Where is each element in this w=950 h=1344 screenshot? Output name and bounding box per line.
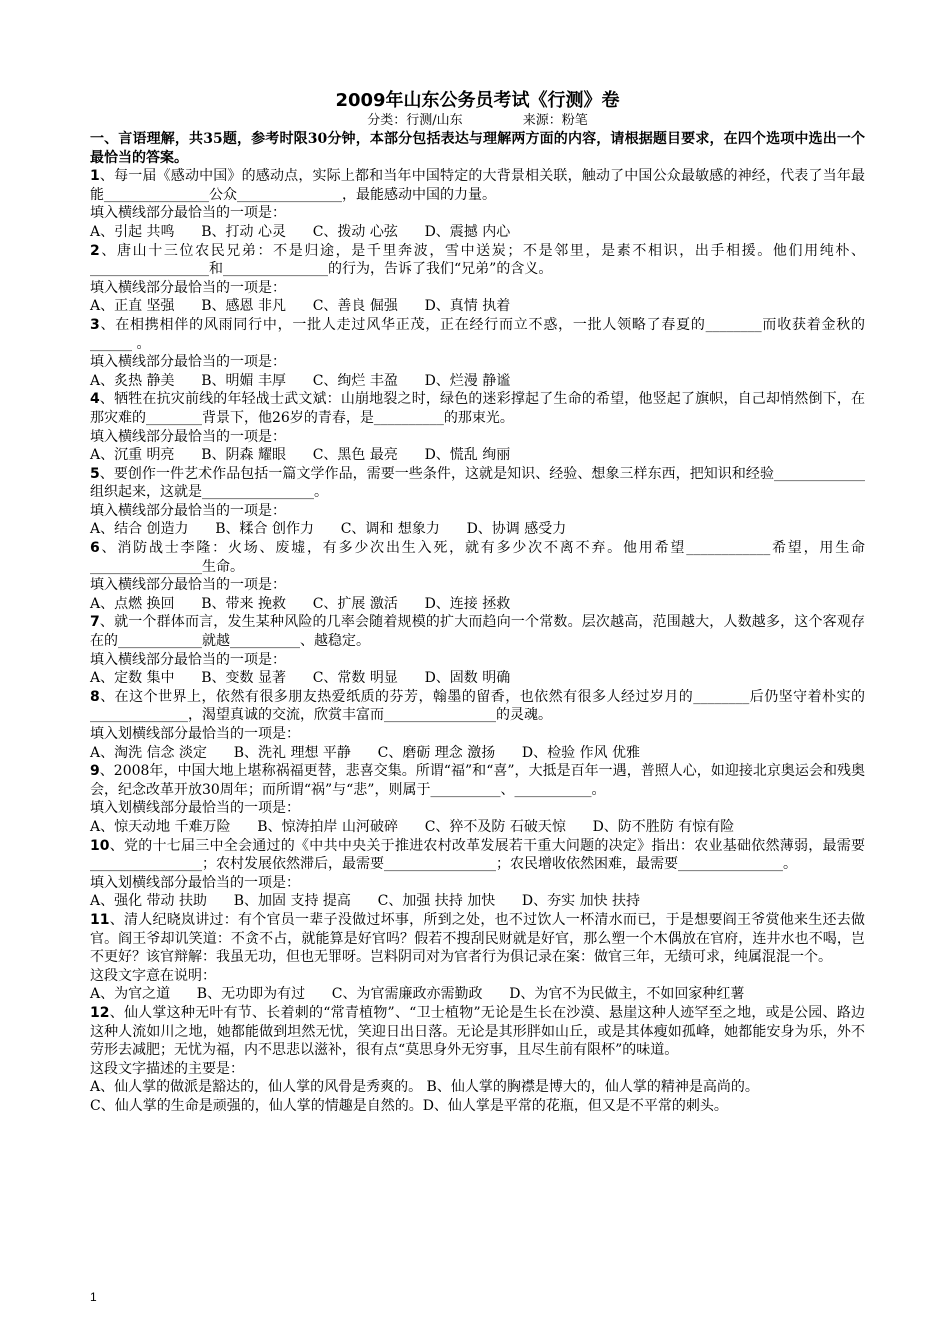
question-number: 3 xyxy=(90,316,100,333)
question-item xyxy=(90,465,865,539)
question-number: 6 xyxy=(90,540,100,557)
answer-options: A、定数 集中 B、变数 显著 C、常数 明显 D、固数 明确 xyxy=(90,670,511,687)
question-text: 、在这个世界上，依然有很多朋友热爱纸质的芬芳，翰墨的留香，也依然有很多人经过岁月的________后仍坚守着朴实的______________，渴望真诚的交流，欣赏丰富而________________的灵魂。 xyxy=(90,688,865,724)
question-prompt: 填入横线部分最恰当的一项是： xyxy=(90,651,286,668)
question-number: 7 xyxy=(90,614,100,631)
answer-options: A、引起 共鸣 B、打动 心灵 C、拨动 心弦 D、震撼 内心 xyxy=(90,223,511,240)
question-item xyxy=(90,1004,865,1116)
question-stem xyxy=(90,167,865,204)
answer-options: A、结合 创造力 B、糅合 创作力 C、调和 想象力 D、协调 感受力 xyxy=(90,521,567,538)
question-number: 8 xyxy=(90,688,100,705)
question-item xyxy=(90,390,865,464)
answer-options: A、点燃 换回 B、带来 挽救 C、扩展 激活 D、连接 拯救 xyxy=(90,595,511,612)
question-stem xyxy=(90,242,865,279)
question-prompt: 填入横线部分最恰当的一项是： xyxy=(90,428,286,445)
question-stem xyxy=(90,613,865,650)
document-page xyxy=(90,90,865,1115)
question-stem xyxy=(90,465,865,502)
answer-options: A、正直 坚强 B、感恩 非凡 C、善良 倔强 D、真情 执着 xyxy=(90,298,511,315)
page-number: 1 xyxy=(90,1290,97,1304)
question-item xyxy=(90,316,865,390)
answer-options: C、仙人掌的生命是顽强的，仙人掌的情趣是自然的。D、仙人掌是平常的花瓶，但又是不平常的刺头。 xyxy=(90,1097,728,1114)
section-heading: 一、言语理解，共35题，参考时限30分钟，本部分包括表达与理解两方面的内容，请根据题目要求，在四个选项中选出一个最恰当的答案。 xyxy=(90,131,865,166)
answer-options: A、淘洗 信念 淡定 B、洗礼 理想 平静 C、磨砺 理念 激扬 D、检验 作风 优雅 xyxy=(90,744,641,761)
question-prompt: 填入横线部分最恰当的一项是： xyxy=(90,279,286,296)
question-stem xyxy=(90,1004,865,1060)
question-text: 、牺牲在抗灾前线的年轻战士武文斌：山崩地裂之时，绿色的迷彩撑起了生命的希望，他竖起了旗帜，自己却悄然倒下，在那灾难的________背景下，他26岁的青春，是__________的那束光。 xyxy=(90,391,865,426)
answer-options: A、沉重 明亮 B、阴森 耀眼 C、黑色 最亮 D、慌乱 绚丽 xyxy=(90,447,511,464)
question-number: 1 xyxy=(90,168,100,185)
question-text: 、2008年，中国大地上堪称祸福更替，悲喜交集。所谓“福”和“喜”，大抵是百年一遇，普照人心，如迎接北京奥运会和残奥会，纪念改革开放30周年；而所谓“祸”与“悲”，则属于__________、___________。 xyxy=(90,763,865,798)
question-stem xyxy=(90,911,865,967)
category-label: 分类：行测/山东 xyxy=(367,113,463,128)
answer-options: A、炙热 静美 B、明媚 丰厚 C、绚烂 丰盈 D、烂漫 静谧 xyxy=(90,372,511,389)
question-number: 4 xyxy=(90,391,100,408)
question-item xyxy=(90,167,865,241)
answer-options: A、仙人掌的做派是豁达的，仙人掌的风骨是秀爽的。 B、仙人掌的胸襟是博大的，仙人掌的精神是高尚的。 xyxy=(90,1079,759,1096)
question-list xyxy=(90,167,865,1115)
question-text: 、唐山十三位农民兄弟：不是归途，是千里奔波，雪中送炭；不是邻里，是素不相识，出手相援。他们用纯朴、_________________和_______________的行为，告诉了我们“兄弟”的含义。 xyxy=(90,242,865,278)
question-number: 5 xyxy=(90,465,100,482)
question-number: 12 xyxy=(90,1004,110,1021)
question-number: 2 xyxy=(90,242,100,259)
question-prompt: 填入划横线部分最恰当的一项是： xyxy=(90,874,300,891)
question-stem xyxy=(90,688,865,725)
question-stem xyxy=(90,837,865,874)
question-item xyxy=(90,762,865,836)
question-text: 、就一个群体而言，发生某种风险的几率会随着规模的扩大而趋向一个常数。层次越高，范围越大，人数越多，这个客观存在的____________就越__________、越稳定。 xyxy=(90,614,865,650)
question-item xyxy=(90,242,865,316)
question-text: 、要创作一件艺术作品包括一篇文学作品，需要一些条件，这就是知识、经验、想象三样东西，把知识和经验_____________组织起来，这就是________________。 xyxy=(90,465,865,501)
question-item xyxy=(90,837,865,911)
answer-options: A、强化 带动 扶助 B、加固 支持 提高 C、加强 扶持 加快 D、夯实 加快 扶持 xyxy=(90,893,641,910)
question-stem xyxy=(90,762,865,799)
question-stem xyxy=(90,390,865,427)
answer-options: A、为官之道 B、无功即为有过 C、为官需廉政亦需勤政 D、为官不为民做主，不如回家种红薯 xyxy=(90,986,745,1003)
question-prompt: 填入横线部分最恰当的一项是： xyxy=(90,205,286,222)
question-item xyxy=(90,613,865,687)
answer-options: A、惊天动地 千难万险 B、惊涛拍岸 山河破碎 C、猝不及防 石破天惊 D、防不胜防 有惊有险 xyxy=(90,818,735,835)
document-title: 2009年山东公务员考试《行测》卷 xyxy=(335,90,620,111)
source-label: 来源：粉笔 xyxy=(522,113,588,128)
question-prompt: 填入横线部分最恰当的一项是： xyxy=(90,354,286,371)
question-item xyxy=(90,688,865,762)
question-prompt: 填入划横线部分最恰当的一项是： xyxy=(90,726,300,742)
question-item xyxy=(90,911,865,1004)
question-prompt: 填入横线部分最恰当的一项是： xyxy=(90,577,286,594)
question-text: 、每一届《感动中国》的感动点，实际上都和当年中国特定的大背景相关联，触动了中国公众最敏感的神经，代表了当年最能_______________公众_______________，最能感动中国的力量。 xyxy=(90,168,865,203)
question-prompt: 填入划横线部分最恰当的一项是： xyxy=(90,800,300,817)
question-number: 11 xyxy=(90,911,110,928)
question-prompt: 这段文字描述的主要是： xyxy=(90,1060,244,1077)
question-number: 10 xyxy=(90,837,110,854)
question-stem xyxy=(90,316,865,353)
question-text: 、在相携相伴的风雨同行中，一批人走过风华正茂，正在经行而立不惑，一批人领略了春夏的________而收获着金秋的______ 。 xyxy=(90,316,865,352)
question-item xyxy=(90,539,865,613)
question-prompt: 填入横线部分最恰当的一项是： xyxy=(90,502,286,519)
question-stem xyxy=(90,539,865,576)
question-text: 、仙人掌这种无叶有节、长着刺的“常青植物”、“卫士植物”无论是生长在沙漠、悬崖这种人迹罕至之地，或是公园、路边这种人流如川之地，她都能做到坦然无忧，笑迎日出日落。无论是其形胖如山丘，或是其体瘦如孤峰，她都能安身为乐，外不劳形去减肥；无忧为福，内不思悲以滋补，很有点“莫思身外无穷事，且尽生前有限杯”的味道。 xyxy=(90,1004,865,1059)
document-meta xyxy=(90,112,865,130)
question-number: 9 xyxy=(90,763,100,780)
question-text: 、消防战士李隆：火场、废墟，有多少次出生入死，就有多少次不离不弃。他用希望____________希望，用生命________________生命。 xyxy=(90,540,865,575)
question-text: 、党的十七届三中全会通过的《中共中央关于推进农村改革发展若干重大问题的决定》指出：农业基础依然薄弱，最需要________________；农村发展依然滞后，最需要________________；农民增收依然困难，最需要_______________。 xyxy=(90,837,865,873)
question-text: 、清人纪晓岚讲过：有个官员一辈子没做过坏事，所到之处，也不过饮人一杯清水而已，于是想要阎王爷赏他来生还去做官。阎王爷却讥笑道：不贪不占，就能算是好官吗？假若不搜刮民财就是好官，那么塑一个木偶放在官府，连井水也不喝，岂不更好？该官辩解：我虽无功，但也无罪呀。岂料阴司对为官者行为俱记录在案：做官三年，无绩可求，纯属混混一个。 xyxy=(90,911,865,966)
question-prompt: 这段文字意在说明： xyxy=(90,967,216,984)
